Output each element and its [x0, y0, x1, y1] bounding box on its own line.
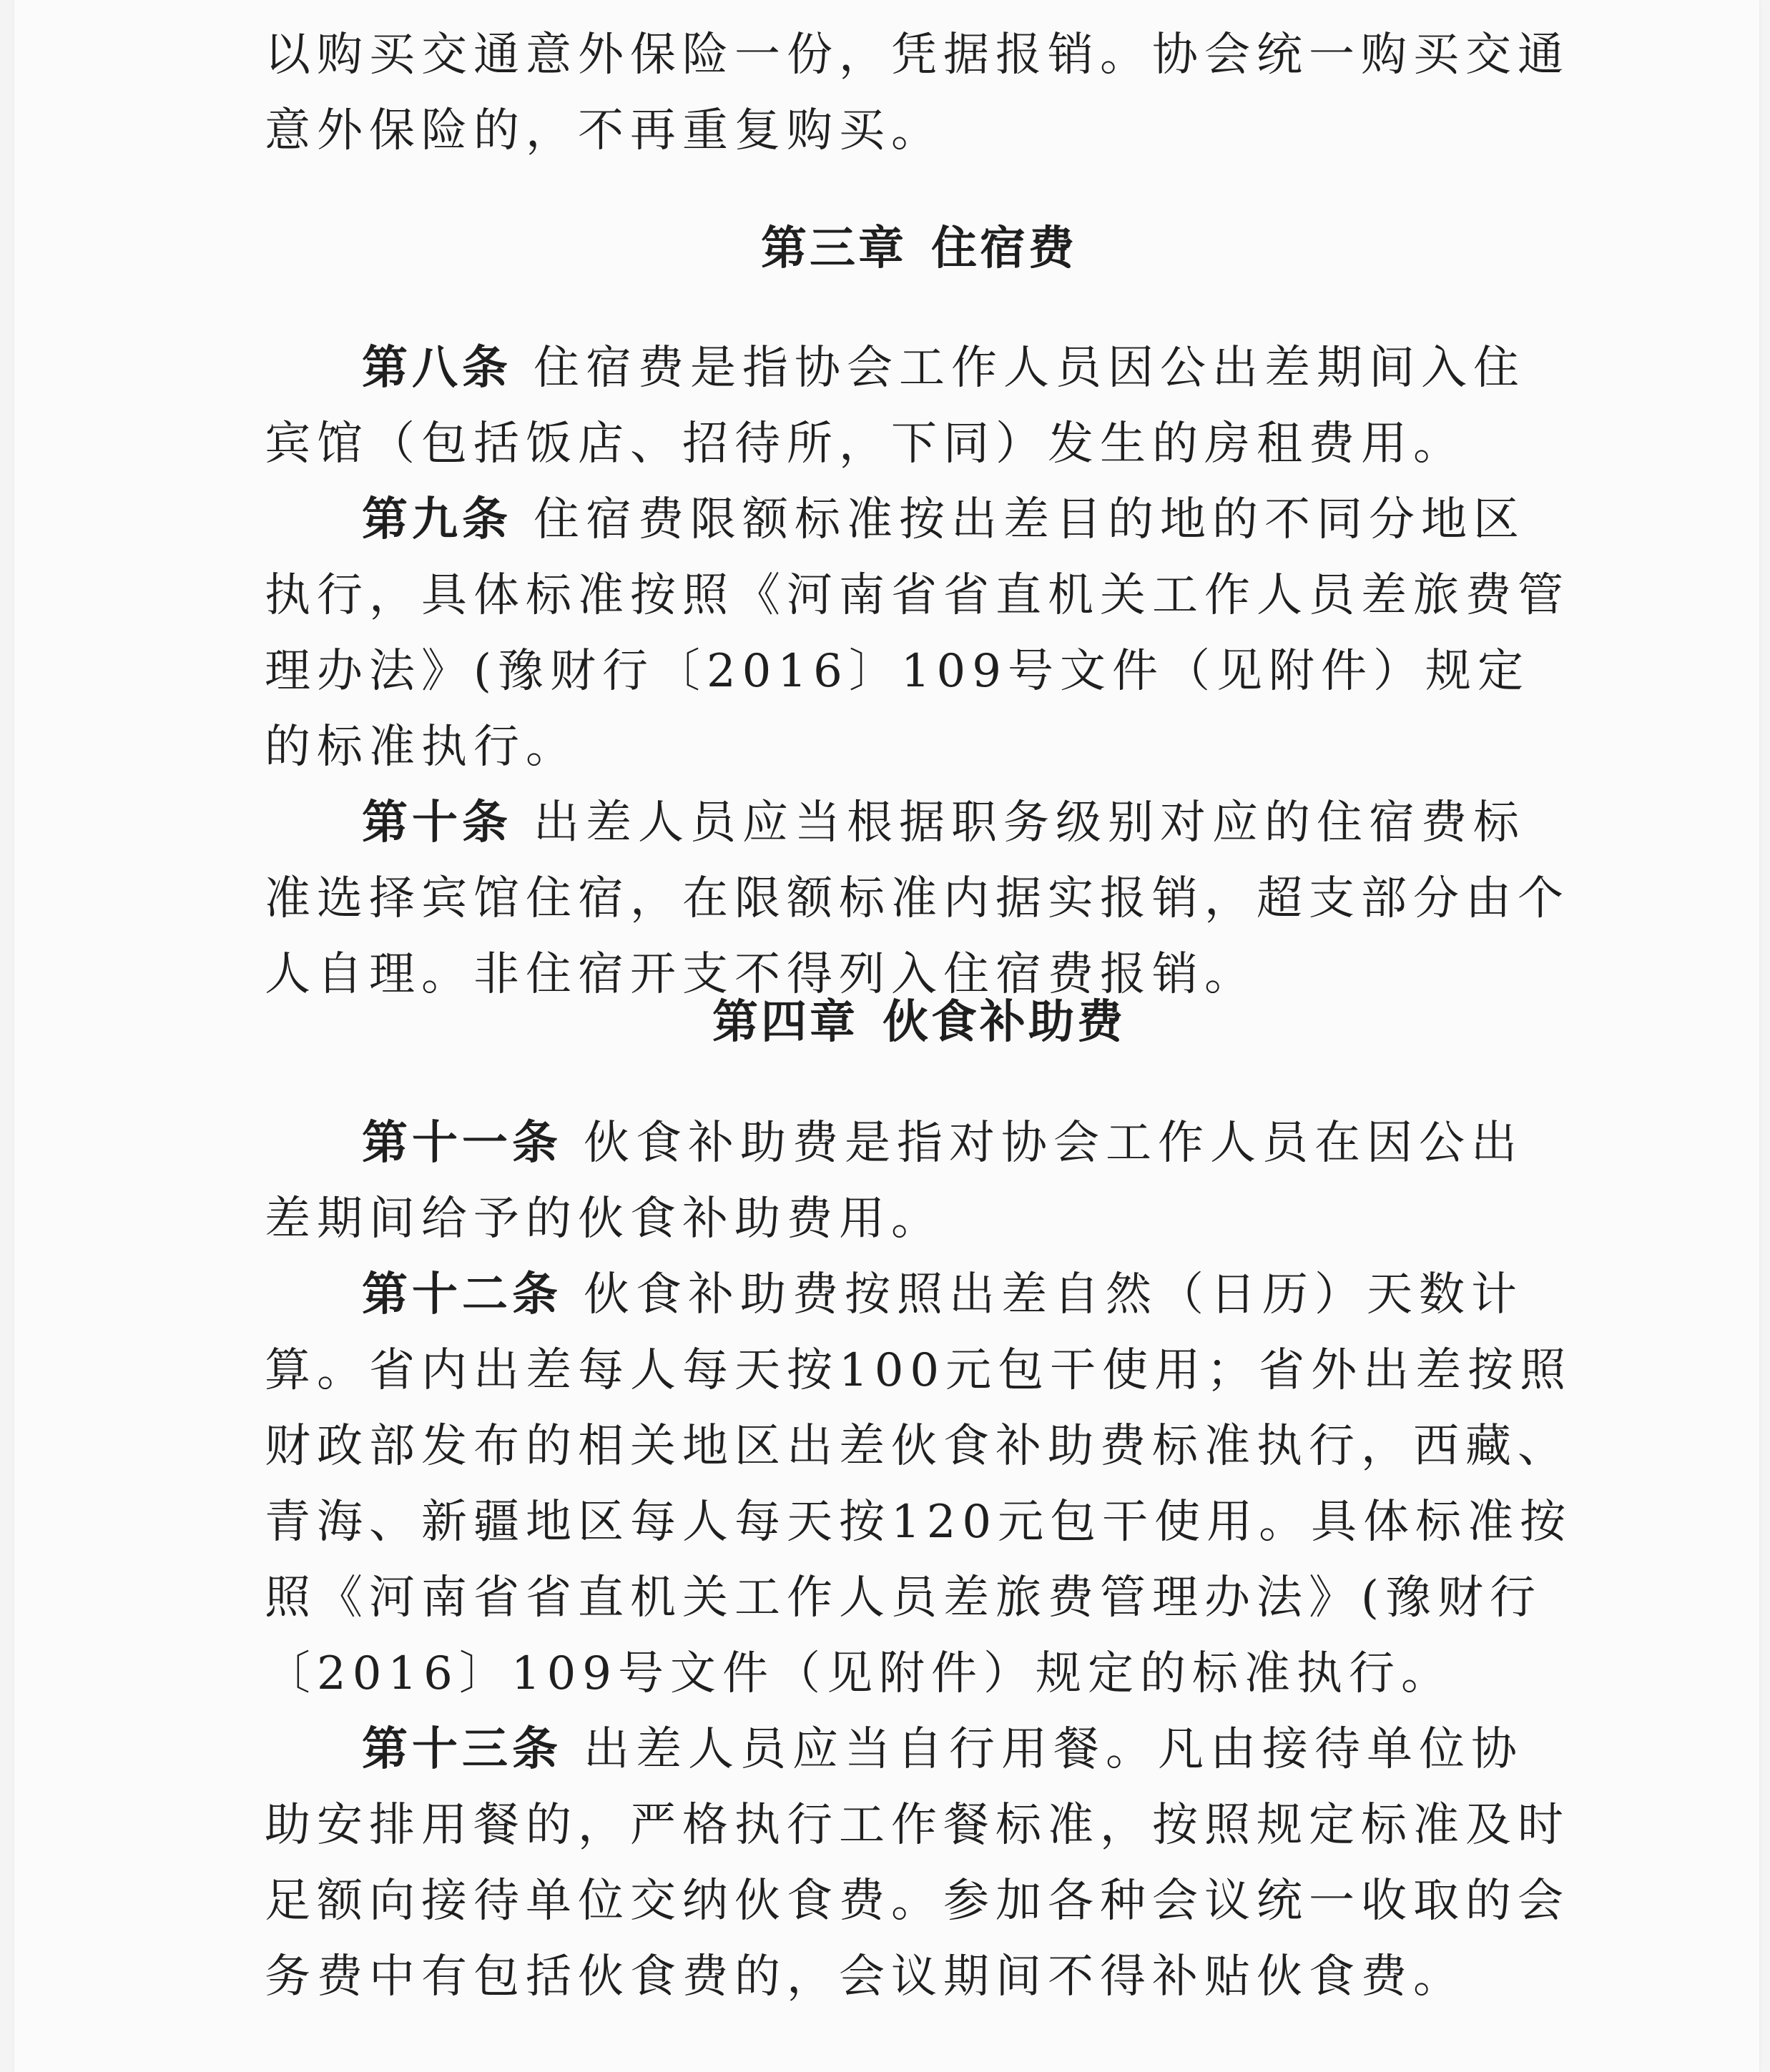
- chapter-4-title: 伙食补助费: [882, 996, 1126, 1049]
- article-10-label: 第十条: [362, 796, 512, 849]
- article-13: [265, 1712, 1573, 2015]
- chapter-3-body: [265, 330, 1573, 1012]
- article-12: [265, 1257, 1573, 1712]
- article-10: [265, 785, 1573, 1012]
- article-9-text: 住宿费限额标准按出差目的地的不同分地区执行，具体标准按照《河南省省直机关工作人员差旅费管理办法》(豫财行〔2016〕109号文件（见附件）规定的标准执行。: [265, 493, 1570, 774]
- chapter-4-body: [265, 1105, 1573, 2015]
- article-9-label: 第九条: [362, 493, 512, 546]
- chapter-3-title: 住宿费: [931, 222, 1077, 275]
- article-11-text: 伙食补助费是指对协会工作人员在因公出差期间给予的伙食补助费用。: [265, 1117, 1523, 1245]
- article-13-label: 第十三条: [362, 1723, 562, 1776]
- chapter-3-heading: [265, 212, 1573, 277]
- article-12-label: 第十二条: [362, 1268, 562, 1321]
- article-10-text: 出差人员应当根据职务级别对应的住宿费标准选择宾馆住宿，在限额标准内据实报销，超支部分由个人自理。非住宿开支不得列入住宿费报销。: [265, 796, 1570, 1001]
- chapter-4-heading: [265, 985, 1573, 1051]
- article-8: [265, 330, 1573, 482]
- article-8-label: 第八条: [362, 342, 512, 395]
- chapter-3-number: 第三章: [761, 222, 907, 275]
- chapter-4-number: 第四章: [712, 996, 858, 1049]
- article-13-text: 出差人员应当自行用餐。凡由接待单位协助安排用餐的，严格执行工作餐标准，按照规定标准及时足额向接待单位交纳伙食费。参加各种会议统一收取的会务费中有包括伙食费的，会议期间不得补贴伙食费。: [265, 1723, 1570, 2003]
- article-11-label: 第十一条: [362, 1117, 562, 1170]
- top-fragment-block: [265, 17, 1573, 169]
- paragraph-fragment: 以购买交通意外保险一份，凭据报销。协会统一购买交通意外保险的，不再重复购买。: [265, 29, 1570, 157]
- article-11: [265, 1105, 1573, 1257]
- article-8-text: 住宿费是指协会工作人员因公出差期间入住宾馆（包括饭店、招待所，下同）发生的房租费用。: [265, 342, 1525, 470]
- article-12-text: 伙食补助费按照出差自然（日历）天数计算。省内出差每人每天按100元包干使用；省外出差按照财政部发布的相关地区出差伙食补助费标准执行，西藏、青海、新疆地区每人每天按120元包干使用。具体标准按照《河南省省直机关工作人员差旅费管理办法》(豫财行〔2016〕109号文件（见附件）规定的标准执行。: [265, 1268, 1573, 1700]
- article-9: [265, 482, 1573, 785]
